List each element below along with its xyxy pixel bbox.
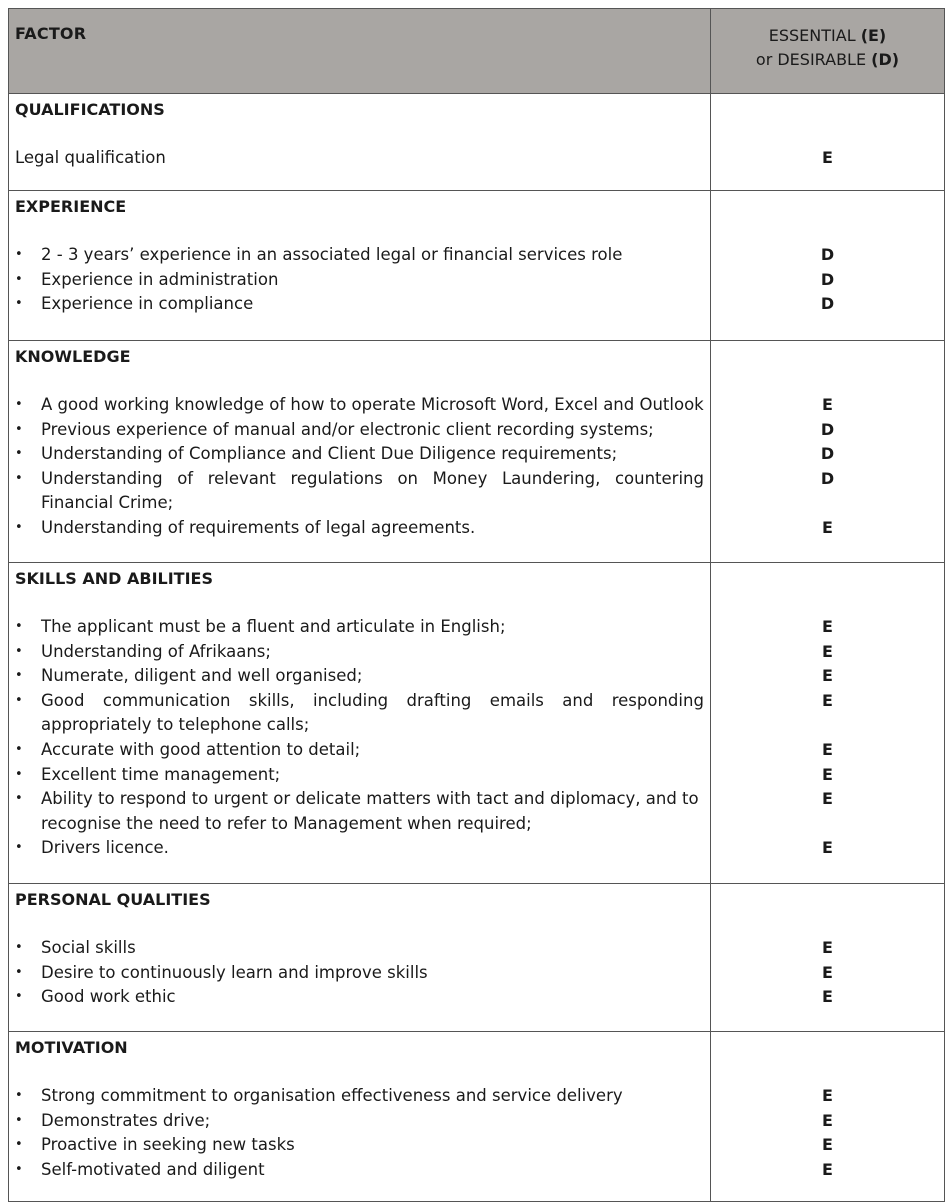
list-item-continuation: appropriately to telephone calls;: [41, 715, 310, 735]
requirement-code: D: [820, 419, 835, 439]
requirement-code: E: [822, 148, 833, 167]
section-title: KNOWLEDGE: [15, 347, 131, 366]
word: and: [562, 690, 594, 710]
requirement-code: D: [820, 468, 835, 488]
requirement-code: E: [822, 962, 833, 982]
section-personal-qualities: [9, 883, 944, 1031]
requirement-code: E: [822, 938, 833, 957]
list-item: • Social skills: [15, 936, 704, 961]
section-experience: [9, 190, 944, 340]
requirement-code: E: [822, 789, 833, 809]
section-knowledge: [9, 340, 944, 562]
list-item: • Ability to respond to urgent or delicate matters with tact and diplomacy, and to: [15, 787, 704, 812]
section-title: SKILLS AND ABILITIES: [15, 569, 213, 588]
word: countering: [614, 468, 704, 488]
word: on: [397, 468, 419, 488]
list-item: • Strong commitment to organisation effectiveness and service delivery: [15, 1084, 704, 1109]
requirement-code: E: [822, 1110, 833, 1130]
requirement-code: E: [822, 517, 833, 537]
list-item: • Accurate with good attention to detail;: [15, 738, 704, 763]
list-item: • Self-motivated and diligent: [15, 1158, 704, 1183]
section-title: EXPERIENCE: [15, 197, 127, 216]
list-item: [15, 689, 704, 714]
list-item: • Drivers licence.: [15, 836, 704, 861]
section-title: MOTIVATION: [15, 1038, 128, 1057]
requirement-code: E: [822, 739, 833, 759]
word: communication: [102, 690, 231, 710]
word: emails: [489, 690, 544, 710]
desirable-label: or DESIRABLE: [755, 50, 872, 69]
list-item: • Good work ethic: [15, 985, 704, 1010]
justified-line: [41, 467, 704, 492]
list-item: • A good working knowledge of how to operate Microsoft Word, Excel and Outlook: [15, 393, 704, 418]
requirement-code: E: [822, 1135, 833, 1155]
requirement-code: E: [822, 838, 833, 858]
table-header-row: [9, 9, 944, 93]
word: of: [177, 468, 194, 488]
requirement-code: E: [822, 666, 833, 686]
requirement-code: D: [820, 269, 835, 289]
justified-line: [41, 689, 704, 714]
word: regulations: [290, 468, 383, 488]
list-item: • Excellent time management;: [15, 763, 704, 788]
section-qualifications: [9, 93, 944, 190]
list-item: • The applicant must be a fluent and articulate in English;: [15, 615, 704, 640]
word: relevant: [207, 468, 276, 488]
requirement-code: E: [822, 987, 833, 1007]
section-skills-and-abilities: [9, 562, 944, 883]
list-item: • Demonstrates drive;: [15, 1109, 704, 1134]
essential-desirable-header: [711, 9, 944, 93]
essential-code: (E): [860, 26, 887, 45]
requirement-code: D: [820, 294, 835, 314]
requirement-code: E: [822, 641, 833, 661]
word: drafting: [406, 690, 472, 710]
list-item-continuation: Financial Crime;: [41, 493, 174, 513]
list-item: • Understanding of requirements of legal agreements.: [15, 516, 704, 541]
list-item-continuation: recognise the need to refer to Management when required;: [41, 813, 532, 833]
requirement-code: E: [822, 1159, 833, 1179]
requirement-code: E: [822, 690, 833, 710]
person-specification-table: [8, 8, 945, 1202]
word: skills,: [248, 690, 295, 710]
requirement-code: E: [822, 395, 833, 414]
essential-label: ESSENTIAL: [768, 26, 861, 45]
requirement-code: D: [820, 444, 835, 464]
word: Money: [432, 468, 488, 488]
list-item: Legal qualification: [15, 148, 166, 167]
list-item: • Understanding of Afrikaans;: [15, 640, 704, 665]
list-item: • Understanding of Compliance and Client Due Diligence requirements;: [15, 442, 704, 467]
factor-header: FACTOR: [9, 9, 711, 93]
word: responding: [611, 690, 704, 710]
word: including: [312, 690, 389, 710]
list-item: [15, 467, 704, 492]
list-item: • Experience in compliance: [15, 292, 704, 317]
word: • Understanding: [41, 468, 163, 488]
section-title: QUALIFICATIONS: [15, 100, 165, 119]
requirement-code: E: [822, 617, 833, 636]
word: • Good: [41, 690, 85, 710]
list-item: • 2 - 3 years’ experience in an associated legal or financial services role: [15, 243, 704, 268]
list-item: • Numerate, diligent and well organised;: [15, 664, 704, 689]
list-item: • Experience in administration: [15, 268, 704, 293]
section-title: PERSONAL QUALITIES: [15, 890, 211, 909]
requirement-code: D: [820, 245, 835, 264]
requirement-code: E: [822, 764, 833, 784]
word: Laundering,: [501, 468, 601, 488]
desirable-code: (D): [871, 50, 900, 69]
list-item: • Desire to continuously learn and improve skills: [15, 961, 704, 986]
section-motivation: [9, 1031, 944, 1201]
list-item: • Previous experience of manual and/or electronic client recording systems;: [15, 418, 704, 443]
requirement-code: E: [822, 1086, 833, 1105]
list-item: • Proactive in seeking new tasks: [15, 1133, 704, 1158]
